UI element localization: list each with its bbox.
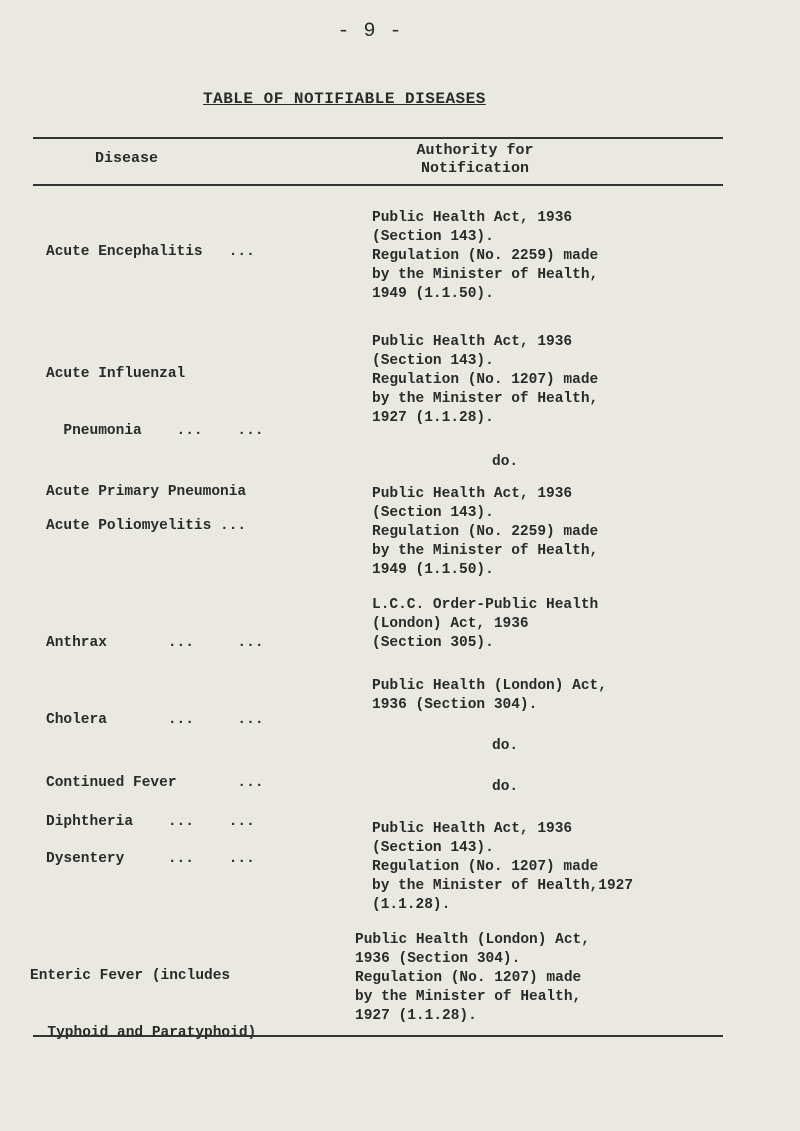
table-header-rule <box>33 184 723 186</box>
authority-line: do. <box>492 454 519 470</box>
column-header-disease: Disease <box>95 150 159 167</box>
disease-line: Enteric Fever (includes <box>30 968 231 984</box>
page-title: TABLE OF NOTIFIABLE DISEASES <box>203 90 486 108</box>
disease-line: Diphtheria ... ... <box>46 814 255 830</box>
authority-line: by the Minister of Health, <box>372 267 599 283</box>
disease-name <box>46 205 346 300</box>
disease-line: Continued Fever ... <box>46 775 264 791</box>
authority-line: (London) Act, 1936 <box>372 616 529 632</box>
authority-line: by the Minister of Health, <box>372 543 599 559</box>
authority-line: (Section 305). <box>372 635 494 651</box>
authority-line: Regulation (No. 1207) made <box>372 372 599 388</box>
authority-line: Public Health Act, 1936 <box>372 210 573 226</box>
disease-name <box>46 812 346 907</box>
authority-line: Public Health (London) Act, <box>372 678 607 694</box>
authority-line: Regulation (No. 1207) made <box>355 970 582 986</box>
column-header-authority <box>400 142 550 178</box>
authority-line: by the Minister of Health, <box>372 391 599 407</box>
authority-line: by the Minister of Health,1927 <box>372 878 634 894</box>
notification-authority <box>372 333 717 428</box>
authority-line: Public Health Act, 1936 <box>372 486 573 502</box>
disease-line: Anthrax ... ... <box>46 635 264 651</box>
authority-line: (Section 143). <box>372 840 494 856</box>
disease-name <box>30 929 330 1081</box>
authority-header-line-1: Authority for <box>416 142 534 159</box>
authority-line: do. <box>492 779 519 795</box>
authority-line: Regulation (No. 2259) made <box>372 524 599 540</box>
disease-line: Acute Poliomyelitis ... <box>46 518 247 534</box>
table-top-rule <box>33 137 723 139</box>
authority-line: (1.1.28). <box>372 897 451 913</box>
page-number: - 9 - <box>337 20 403 43</box>
authority-line: Public Health Act, 1936 <box>372 334 573 350</box>
disease-line: Acute Influenzal <box>46 366 186 382</box>
authority-line: Public Health (London) Act, <box>355 932 590 948</box>
notification-authority <box>372 485 717 580</box>
authority-line: 1949 (1.1.50). <box>372 562 494 578</box>
disease-line: Cholera ... ... <box>46 712 264 728</box>
disease-line: Dysentery ... ... <box>46 851 255 867</box>
authority-header-line-2: Notification <box>420 160 530 177</box>
disease-line: Typhoid and Paratyphoid) <box>30 1025 257 1041</box>
authority-line: Regulation (No. 2259) made <box>372 248 599 264</box>
disease-line: Acute Primary Pneumonia <box>46 484 247 500</box>
authority-line: 1936 (Section 304). <box>372 697 538 713</box>
authority-line: (Section 143). <box>372 353 494 369</box>
disease-line: Acute Encephalitis ... <box>46 244 255 260</box>
authority-line: 1936 (Section 304). <box>355 951 521 967</box>
authority-line: 1927 (1.1.28). <box>355 1008 477 1024</box>
authority-line: L.C.C. Order-Public Health <box>372 597 599 613</box>
notification-authority <box>372 596 717 653</box>
notification-authority <box>372 209 717 304</box>
notification-authority <box>492 453 572 472</box>
authority-line: by the Minister of Health, <box>355 989 582 1005</box>
notification-authority <box>492 737 572 756</box>
notification-authority <box>355 931 700 1026</box>
disease-line: Pneumonia ... ... <box>46 423 264 439</box>
authority-line: Regulation (No. 1207) made <box>372 859 599 875</box>
authority-line: (Section 143). <box>372 505 494 521</box>
notification-authority <box>372 820 717 915</box>
notification-authority <box>372 677 717 715</box>
table-bottom-rule <box>33 1035 723 1037</box>
authority-line: 1927 (1.1.28). <box>372 410 494 426</box>
authority-line: (Section 143). <box>372 229 494 245</box>
disease-name <box>46 479 346 574</box>
authority-line: do. <box>492 738 519 754</box>
notification-authority <box>492 778 572 797</box>
authority-line: 1949 (1.1.50). <box>372 286 494 302</box>
authority-line: Public Health Act, 1936 <box>372 821 573 837</box>
